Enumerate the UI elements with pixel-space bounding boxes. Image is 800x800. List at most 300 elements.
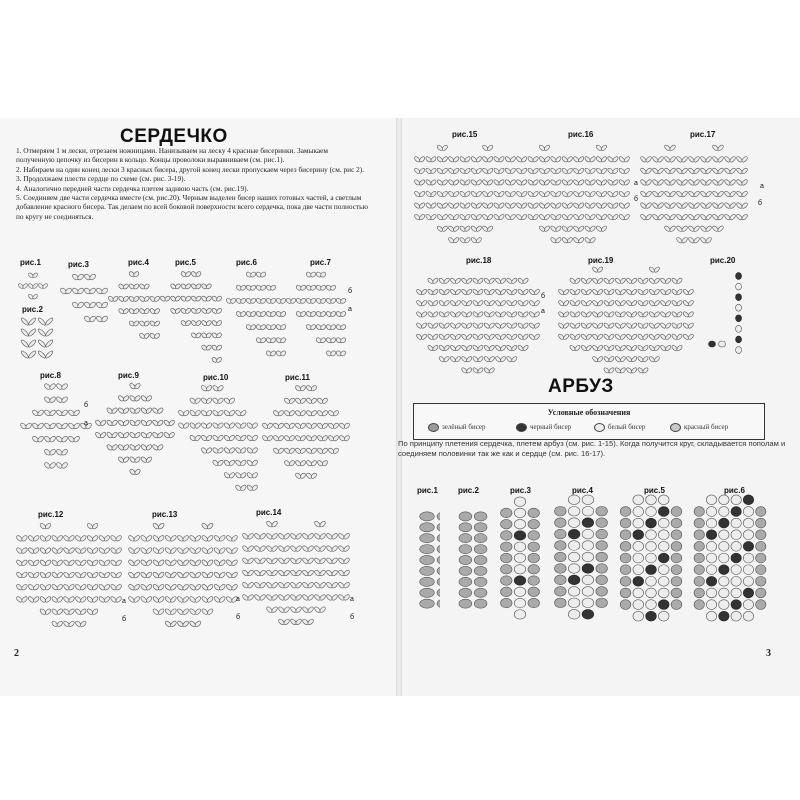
bead <box>514 576 526 585</box>
bead <box>194 583 202 591</box>
bead <box>731 576 741 586</box>
bead <box>441 202 448 209</box>
bead <box>665 311 672 318</box>
bead <box>608 344 615 351</box>
bead <box>511 356 518 363</box>
bead <box>56 535 63 542</box>
bead <box>206 583 214 591</box>
bead <box>157 571 165 579</box>
bead <box>443 322 450 329</box>
bead <box>532 156 539 163</box>
bead <box>488 322 495 329</box>
marker-a: а <box>350 596 354 603</box>
bead <box>133 320 140 327</box>
bead <box>543 179 550 186</box>
bead <box>717 190 724 197</box>
bead <box>582 598 594 608</box>
bead <box>33 547 40 554</box>
bead <box>133 583 141 591</box>
bead <box>589 202 596 209</box>
bead <box>514 508 526 517</box>
bead <box>251 472 258 479</box>
bead <box>49 448 57 456</box>
bead <box>719 495 729 505</box>
bead <box>453 214 460 221</box>
bead <box>568 564 580 574</box>
bead <box>443 345 450 352</box>
bead <box>20 350 29 359</box>
bead <box>194 409 201 416</box>
bead <box>687 288 694 295</box>
bead <box>170 620 178 628</box>
bead-diagram-fig2 <box>20 316 54 360</box>
marker-b: б <box>84 402 89 409</box>
bead <box>205 332 212 339</box>
bead <box>251 422 258 429</box>
figure-label: рис.3 <box>68 260 89 269</box>
bead <box>441 190 448 197</box>
bead <box>195 332 202 339</box>
bead <box>250 324 257 331</box>
legend-item <box>594 423 645 432</box>
bead <box>743 600 753 610</box>
bead <box>741 156 748 163</box>
bead <box>681 225 688 232</box>
bead <box>600 225 607 232</box>
bead <box>419 190 426 197</box>
bead <box>619 344 626 351</box>
bead <box>459 545 472 554</box>
bead <box>693 202 700 209</box>
bead <box>694 600 704 610</box>
bead <box>270 324 277 331</box>
bead <box>122 295 129 302</box>
bead <box>653 356 660 363</box>
legend-label: красный бисер <box>684 423 729 432</box>
bead <box>270 297 277 304</box>
bead <box>597 333 604 340</box>
bead <box>756 565 766 575</box>
bead <box>295 533 303 541</box>
bead <box>676 333 683 340</box>
bead <box>205 283 212 290</box>
figure-label: рис.1 <box>20 258 41 267</box>
bead <box>145 535 153 543</box>
bead <box>555 575 567 585</box>
legend-label: черный бисер <box>530 423 572 432</box>
bead <box>528 508 540 517</box>
bead <box>270 350 277 357</box>
bead <box>756 518 766 528</box>
bead <box>488 311 495 318</box>
bead <box>420 555 435 564</box>
bead <box>157 522 165 530</box>
bead <box>631 344 638 351</box>
bead <box>528 576 540 585</box>
bead <box>596 564 608 574</box>
bead <box>705 179 712 186</box>
figure-label: рис.4 <box>128 258 149 267</box>
bead <box>582 575 594 585</box>
bead <box>631 333 638 340</box>
bead <box>133 283 140 290</box>
bead <box>260 311 267 318</box>
bead <box>228 409 235 416</box>
bead <box>228 459 235 466</box>
bead <box>528 531 540 540</box>
bead-diagram-fig3 <box>60 270 108 326</box>
bead <box>597 356 604 363</box>
bead <box>619 288 626 295</box>
bead <box>310 447 317 454</box>
bead <box>658 600 669 610</box>
bead <box>240 459 247 466</box>
bead <box>33 571 40 578</box>
bead <box>115 547 122 554</box>
bead <box>174 283 181 290</box>
bead <box>676 322 683 329</box>
bead <box>620 507 631 517</box>
bead <box>103 535 110 542</box>
bead <box>568 598 580 608</box>
bead <box>533 300 540 307</box>
bead <box>543 144 550 151</box>
bead <box>522 333 529 340</box>
bead <box>45 328 54 337</box>
bead <box>657 190 664 197</box>
bead <box>600 179 607 186</box>
bead <box>157 608 165 616</box>
bead <box>608 322 615 329</box>
bead <box>310 460 317 467</box>
bead <box>528 542 540 551</box>
bead <box>228 447 235 454</box>
bead <box>277 447 284 454</box>
bead <box>68 547 75 554</box>
bead <box>511 300 518 307</box>
bead <box>77 273 85 281</box>
bead <box>68 571 75 578</box>
bead <box>299 435 306 442</box>
bead <box>509 202 516 209</box>
bead <box>475 190 482 197</box>
bead <box>288 410 295 417</box>
bead <box>669 167 676 174</box>
bead <box>671 541 682 551</box>
bead <box>706 588 716 598</box>
bead <box>157 419 164 426</box>
bead <box>528 598 540 607</box>
marker-a: а <box>84 420 88 427</box>
bead <box>100 431 107 438</box>
bead <box>623 202 630 209</box>
bead <box>563 300 570 307</box>
bead <box>597 300 604 307</box>
bead <box>321 447 328 454</box>
bead <box>717 179 724 186</box>
bead <box>657 202 664 209</box>
bead <box>731 541 741 551</box>
bead <box>68 608 75 615</box>
bead <box>307 533 315 541</box>
bead <box>91 608 98 615</box>
bead <box>133 295 140 302</box>
bead <box>509 214 516 221</box>
bead <box>73 435 81 443</box>
bead <box>45 317 54 326</box>
bead <box>464 214 471 221</box>
bead <box>182 571 190 579</box>
bead <box>642 322 649 329</box>
bead <box>501 565 513 574</box>
bead <box>631 311 638 318</box>
bead <box>319 533 327 541</box>
bead <box>453 225 460 232</box>
bead <box>620 518 631 528</box>
bead <box>521 202 528 209</box>
bead <box>295 557 303 565</box>
bead <box>705 167 712 174</box>
bead <box>653 344 660 351</box>
bead <box>578 225 585 232</box>
bead <box>295 606 303 614</box>
bead <box>664 144 671 151</box>
bead <box>441 167 448 174</box>
bead <box>89 273 97 281</box>
bead <box>619 333 626 340</box>
bead <box>310 472 317 479</box>
bead <box>487 179 494 186</box>
bead <box>37 317 46 326</box>
legend-label: зелёный бисер <box>442 423 486 432</box>
bead <box>608 356 615 363</box>
bead <box>474 534 487 543</box>
bead <box>731 600 741 610</box>
bead <box>756 576 766 586</box>
bead <box>642 333 649 340</box>
bead <box>619 322 626 329</box>
bead <box>633 518 644 528</box>
bead <box>80 559 87 566</box>
bead <box>343 545 350 553</box>
bead <box>589 156 596 163</box>
bead <box>705 202 712 209</box>
bead <box>589 225 596 232</box>
bead <box>443 356 450 363</box>
bead <box>133 559 141 567</box>
bead <box>443 289 450 296</box>
bead <box>260 324 267 331</box>
bead <box>589 214 596 221</box>
bead <box>555 598 567 608</box>
bead <box>259 545 267 553</box>
bead-diagram-fig17 <box>640 142 748 246</box>
bead <box>631 356 638 363</box>
bead <box>22 283 28 289</box>
bead <box>619 300 626 307</box>
bead <box>522 277 529 284</box>
watermelon-paragraph: По принципу плетения сердечка, плетем арбуз (см. рис. 1-15). Когда получится круг, складывается пополам и соединяем половинки так же как и сердце (см. рис. 16-17). <box>398 439 786 458</box>
bead <box>194 620 202 628</box>
figure-label: рис.15 <box>452 130 478 139</box>
bead <box>466 333 473 340</box>
bead <box>231 583 238 591</box>
bead <box>645 179 652 186</box>
bead <box>498 179 505 186</box>
bead <box>441 214 448 221</box>
bead <box>122 395 129 402</box>
bead <box>681 237 688 244</box>
bead <box>459 512 472 521</box>
bead <box>49 409 57 417</box>
bead <box>299 447 306 454</box>
bead <box>612 156 619 163</box>
bead <box>743 495 753 505</box>
bead <box>633 576 644 586</box>
bead <box>21 547 28 554</box>
bead <box>501 598 513 607</box>
bead <box>454 333 461 340</box>
bead <box>61 422 69 430</box>
marker-a: а <box>236 596 240 603</box>
bead <box>111 419 118 426</box>
bead <box>437 588 440 597</box>
bead <box>500 289 507 296</box>
bead <box>44 522 51 529</box>
bead <box>596 518 608 528</box>
bead <box>330 350 337 357</box>
bead <box>756 507 766 517</box>
bead <box>182 583 190 591</box>
bead <box>157 535 165 543</box>
bead <box>466 322 473 329</box>
bead <box>475 225 482 232</box>
bead <box>563 333 570 340</box>
marker-b: б <box>122 616 127 623</box>
bead <box>646 611 657 621</box>
bead <box>600 167 607 174</box>
bead <box>464 167 471 174</box>
bead <box>419 214 426 221</box>
bead <box>574 344 581 351</box>
bead <box>657 156 664 163</box>
bead <box>453 179 460 186</box>
bead <box>596 541 608 551</box>
bead <box>608 311 615 318</box>
bead <box>693 225 700 232</box>
bead <box>170 583 178 591</box>
bead <box>477 300 484 307</box>
bead <box>687 311 694 318</box>
watermelon-diagram-fig4 <box>550 494 612 620</box>
bead <box>653 288 660 295</box>
bead <box>310 435 317 442</box>
bead-diagram-fig1 <box>18 270 48 302</box>
bead <box>669 156 676 163</box>
bead <box>205 385 212 392</box>
bead <box>543 167 550 174</box>
bead <box>533 322 540 329</box>
bead <box>260 284 267 291</box>
bead <box>240 284 247 291</box>
bead <box>477 367 484 374</box>
bead <box>578 214 585 221</box>
bead <box>430 167 437 174</box>
bead <box>608 277 615 284</box>
bead <box>694 530 704 540</box>
bead <box>487 144 494 151</box>
watermelon-diagram-fig5 <box>616 494 686 622</box>
bead <box>736 325 742 332</box>
bead <box>61 383 69 391</box>
bead <box>185 307 192 314</box>
bead <box>522 311 529 318</box>
bead <box>111 444 118 451</box>
bead <box>299 422 306 429</box>
bead <box>421 322 428 329</box>
bead <box>555 190 562 197</box>
bead-diagram-fig4 <box>108 268 160 342</box>
bead <box>612 202 619 209</box>
bead <box>101 287 108 295</box>
bead <box>488 277 495 284</box>
bead <box>620 530 631 540</box>
bead <box>681 213 688 220</box>
bead <box>441 156 448 163</box>
bead <box>555 167 562 174</box>
bead <box>441 179 448 186</box>
bead <box>206 522 214 530</box>
bead <box>665 300 672 307</box>
bead <box>719 600 729 610</box>
bead <box>620 553 631 563</box>
bead <box>568 506 580 516</box>
bead <box>299 410 306 417</box>
bead <box>122 407 129 414</box>
bead <box>464 156 471 163</box>
figure-label: рис.1 <box>417 486 438 495</box>
bead <box>555 179 562 186</box>
bead <box>45 350 54 359</box>
bead <box>271 533 279 541</box>
bead <box>731 611 741 621</box>
bead <box>331 545 339 553</box>
bead <box>206 571 214 579</box>
figure-label: рис.6 <box>236 258 257 267</box>
bead <box>157 431 164 438</box>
bead <box>240 484 247 491</box>
bead <box>582 564 594 574</box>
bead <box>205 320 212 327</box>
bead <box>568 541 580 551</box>
bead <box>453 167 460 174</box>
bead <box>669 225 676 232</box>
bead <box>299 460 306 467</box>
bead <box>706 611 716 621</box>
bead <box>271 520 279 528</box>
bead-diagram-fig6 <box>226 268 286 360</box>
bead <box>658 611 669 621</box>
bead <box>143 320 150 327</box>
bead <box>205 422 212 429</box>
bead <box>157 596 165 604</box>
bead <box>736 304 742 311</box>
bead <box>420 534 435 543</box>
bead <box>103 571 110 578</box>
bead <box>717 167 724 174</box>
instruction-step-2: 2. Набираем на один конец лески 3 красных бисера, другой конец лески пропускаем через бисерину (см. рис 2). <box>16 164 365 174</box>
bead <box>288 397 295 404</box>
